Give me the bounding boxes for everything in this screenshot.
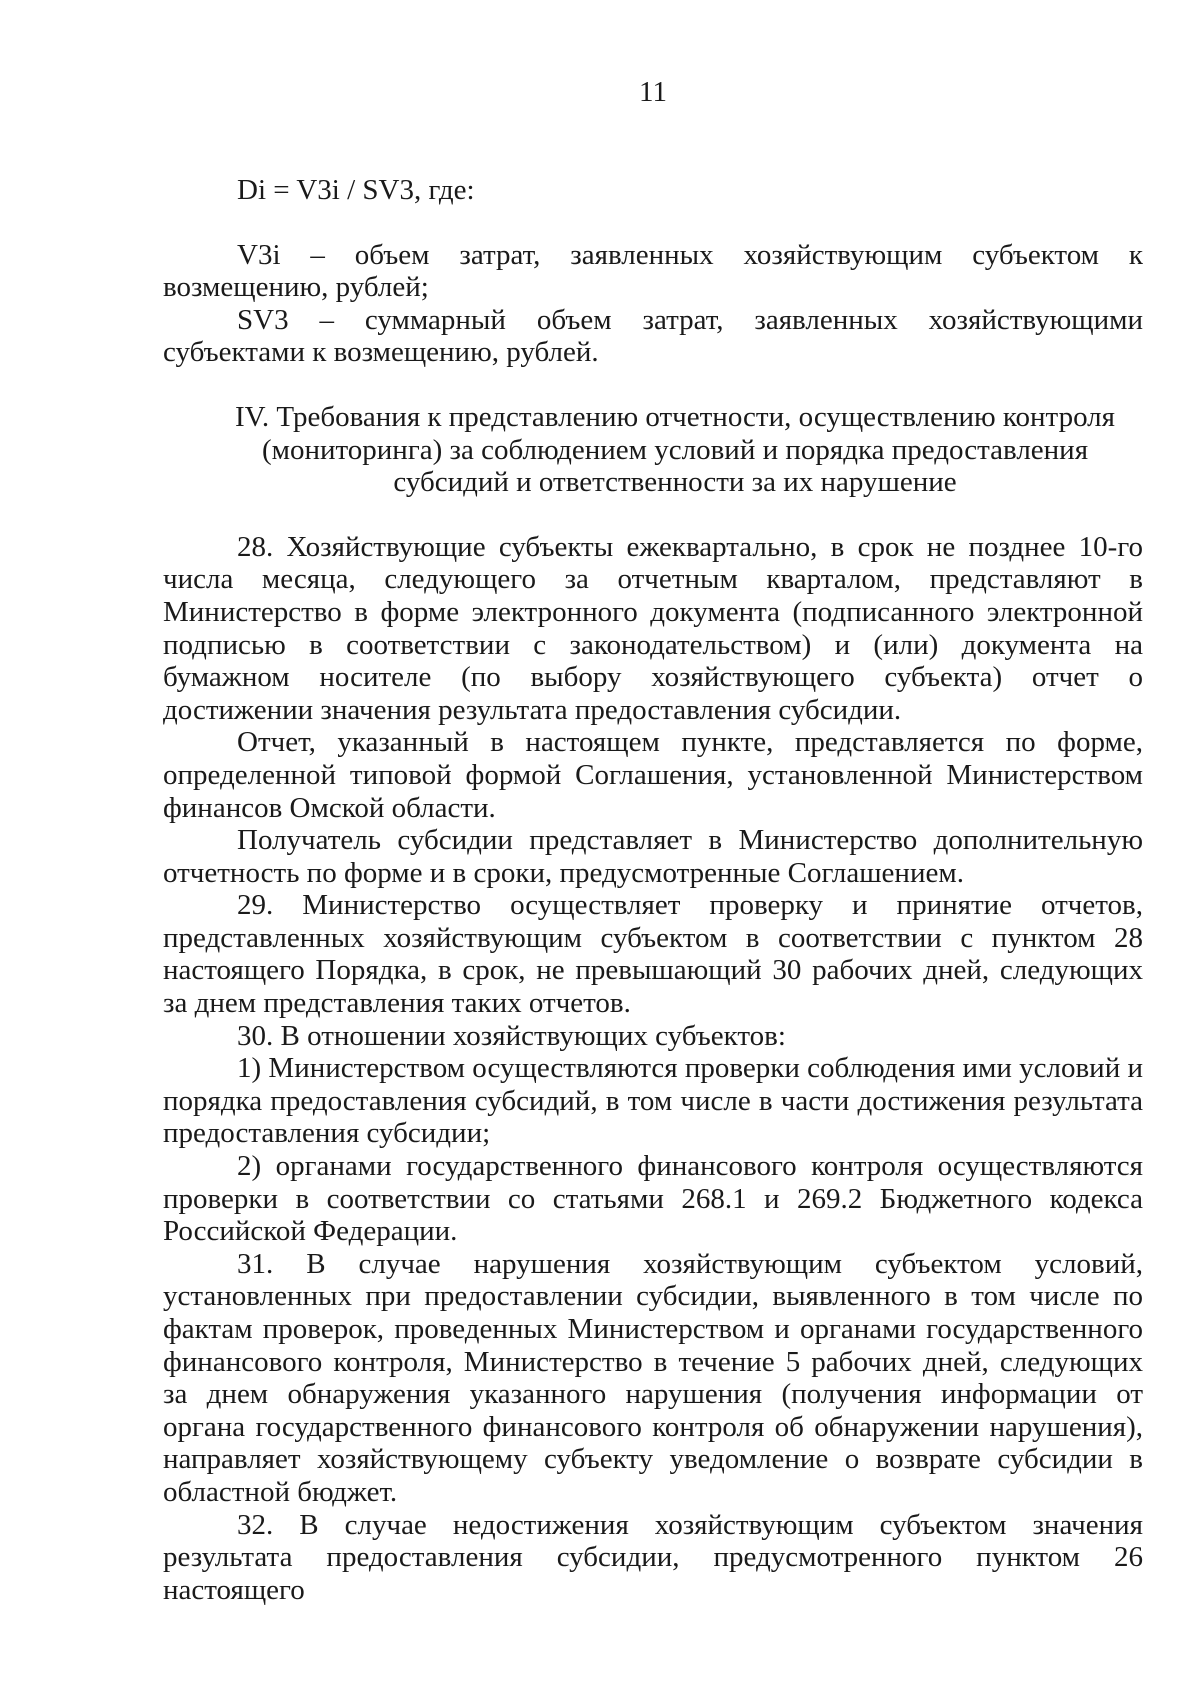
paragraph-32: 32. В случае недостижения хозяйствующим субъектом значения результата предоставления субсидии, предусмотренного пунктом 26 настоящего [163,1508,1143,1606]
paragraph-28-additional-reporting: Получатель субсидии представляет в Министерство дополнительную отчетность по форме и в сроки, предусмотренные Соглашением. [163,824,1143,889]
legend-item-sv3: SV3 – суммарный объем затрат, заявленных хозяйствующими субъектами к возмещению, рублей. [163,303,1143,369]
paragraph-28-report-form: Отчет, указанный в настоящем пункте, представляется по форме, определенной типовой формой Соглашения, установленной Министерством финансов Омской области. [163,726,1143,824]
section-heading-line: IV. Требования к представлению отчетности, осуществлению контроля [235,400,1115,433]
section-heading [163,401,1143,499]
paragraph-31: 31. В случае нарушения хозяйствующим субъектом условий, установленных при предоставлении субсидии, выявленного в том числе по фактам проверок, проведенных Министерством и органами государственного финансового контроля, Министерство в течение 5 рабочих дней, следующих за днем обнаружения указанного нарушения (получения информации от органа государственного финансового контроля об обнаружении нарушения), направляет хозяйствующему субъекту уведомление о возврате субсидии в областной бюджет. [163,1247,1143,1508]
document-body [163,174,1143,1606]
section-heading-line: (мониторинга) за соблюдением условий и порядка предоставления [261,433,1089,466]
paragraph-30-item-1: 1) Министерством осуществляются проверки соблюдения ими условий и порядка предоставления субсидий, в том числе в части достижения результата предоставления субсидии; [163,1052,1143,1150]
page-number: 11 [639,76,667,108]
paragraph-28: 28. Хозяйствующие субъекты ежеквартально, в срок не позднее 10-го числа месяца, следующего за отчетным кварталом, представляют в Министерство в форме электронного документа (подписанного электронной подписью в соответствии с законодательством) и (или) документа на бумажном носителе (по выбору хозяйствующего субъекта) отчет о достижении значения результата предоставления субсидии. [163,530,1143,726]
paragraph-30: 30. В отношении хозяйствующих субъектов: [237,1019,786,1052]
formula-legend [163,239,1143,369]
paragraph-29: 29. Министерство осуществляет проверку и принятие отчетов, представленных хозяйствующим субъектом в соответствии с пунктом 28 настоящего Порядка, в срок, не превышающий 30 рабочих дней, следующих за днем представления таких отчетов. [163,889,1143,1020]
section-heading-line: субсидий и ответственности за их нарушение [393,466,957,499]
paragraph-30-item-2: 2) органами государственного финансового контроля осуществляются проверки в соответствии со статьями 268.1 и 269.2 Бюджетного кодекса Российской Федерации. [163,1150,1143,1248]
legend-item-v3i: V3i – объем затрат, заявленных хозяйствующим субъектом к возмещению, рублей; [163,238,1143,304]
formula: Di = V3i / SV3, где: [237,174,475,206]
